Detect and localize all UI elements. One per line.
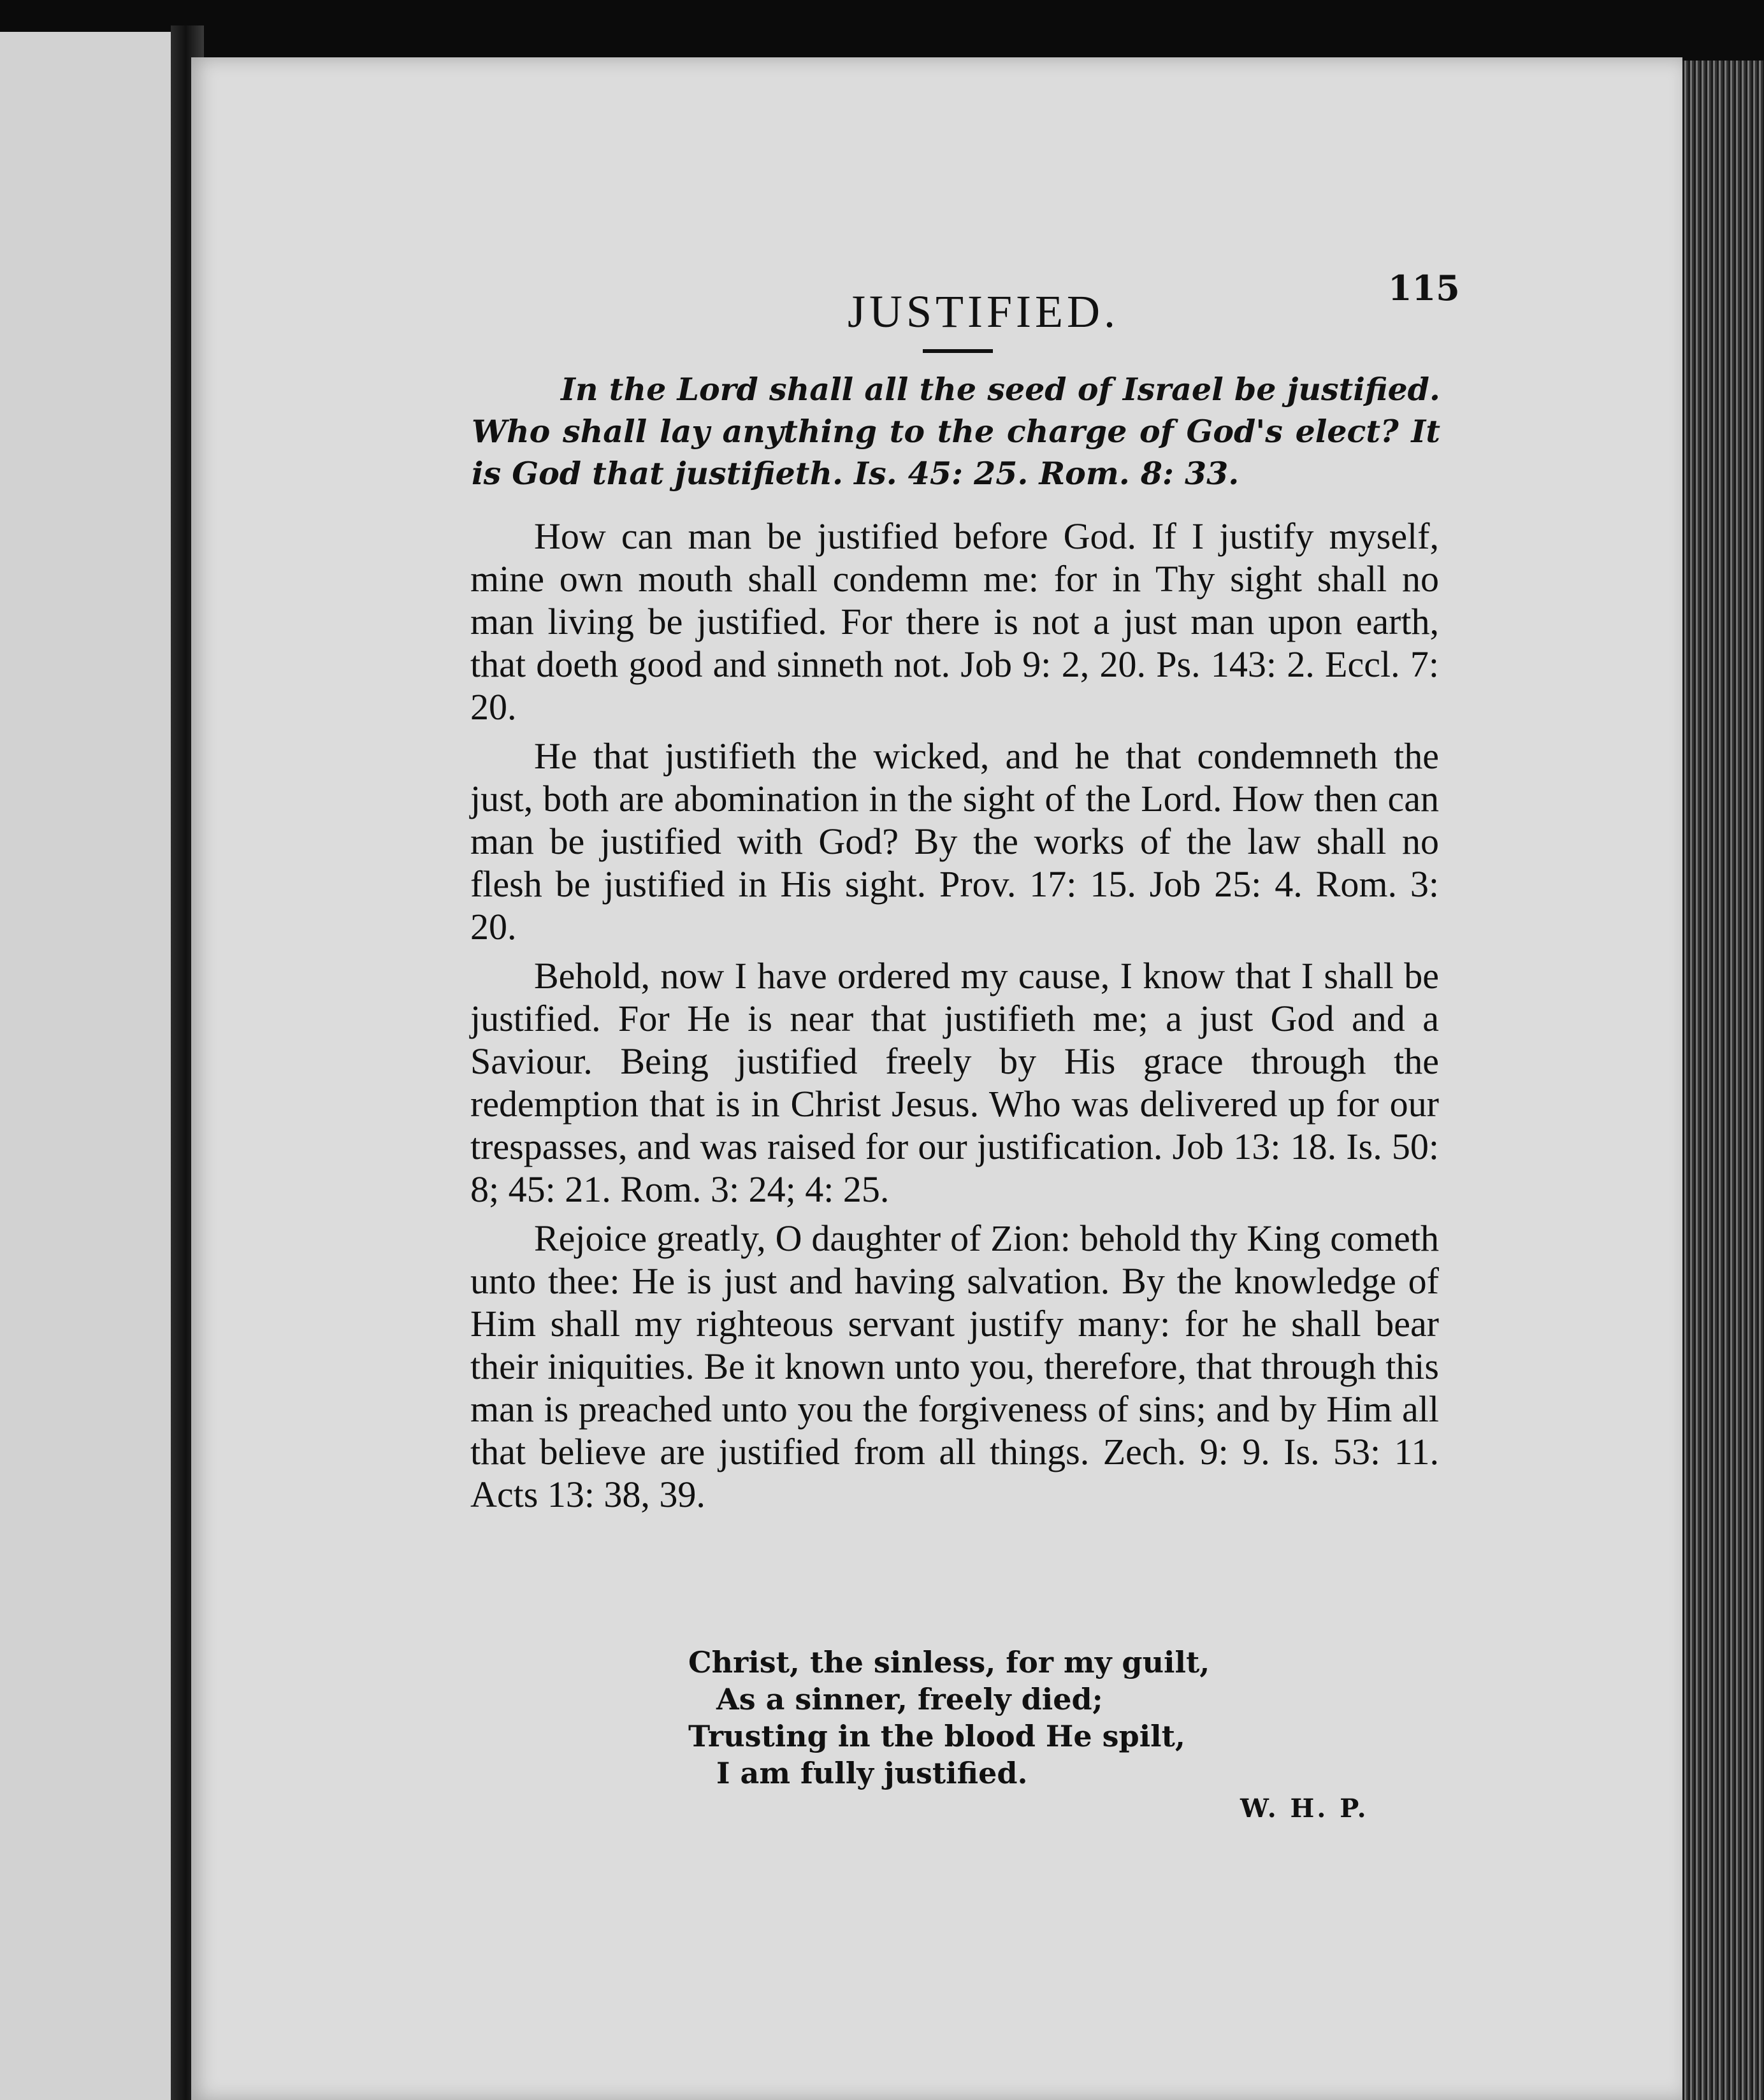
poem-line-2: As a sinner, freely died; bbox=[716, 1682, 1103, 1716]
page-number: 115 bbox=[1388, 268, 1460, 308]
paragraph-4: Rejoice greatly, O daughter of Zion: behold thy King cometh unto thee: He is just and having salvation. By the knowledge of Him shall my righteous servant justify many: for he shall bear their iniquities. Be it known unto you, therefore, that through this man is preached unto you the forgiveness of sins; and by Him all that believe are justified from all things. Zech. 9: 9. Is. 53: 11. Acts 13: 38, 39. bbox=[470, 1218, 1439, 1515]
paragraph-3: Behold, now I have ordered my cause, I know that I shall be justified. For He is near that justifieth me; a just God and a Saviour. Being justified freely by His grace through the redemption that is in Christ Jesus. Who was delivered up for our trespasses, and was raised for our justification. Job 13: 18. Is. 50: 8; 45: 21. Rom. 3: 24; 4: 25. bbox=[470, 955, 1439, 1210]
paragraph-1: How can man be justified before God. If I justify myself, mine own mouth shall condemn me: for in Thy sight shall no man living be justified. For there is not a just man upon earth, that doeth good and sinneth not. Job 9: 2, 20. Ps. 143: 2. Eccl. 7: 20. bbox=[470, 515, 1439, 728]
body-text bbox=[470, 515, 1439, 1522]
paragraph-2: He that justifieth the wicked, and he that condemneth the just, both are abomination in the sight of the Lord. How then can man be justified with God? By the works of the law shall no flesh be justified in His sight. Prov. 17: 15. Job 25: 4. Rom. 3: 20. bbox=[470, 735, 1439, 947]
title-divider bbox=[923, 349, 993, 353]
poem-line-1: Christ, the sinless, for my guilt, bbox=[688, 1645, 1210, 1679]
facing-page bbox=[0, 32, 171, 2100]
page-title: JUSTIFIED. bbox=[848, 286, 1120, 337]
poem-line-4: I am fully justified. bbox=[716, 1756, 1028, 1790]
poem bbox=[688, 1644, 1210, 1792]
poem-signature: W. H. P. bbox=[1240, 1794, 1369, 1823]
poem-line-3: Trusting in the blood He spilt, bbox=[688, 1719, 1185, 1753]
epigraph: In the Lord shall all the seed of Israel be justified. Who shall lay anything to the charge of God's elect? It is God that justifieth. Is. 45: 25. Rom. 8: 33. bbox=[472, 371, 1440, 492]
page-edges bbox=[1682, 61, 1764, 2100]
